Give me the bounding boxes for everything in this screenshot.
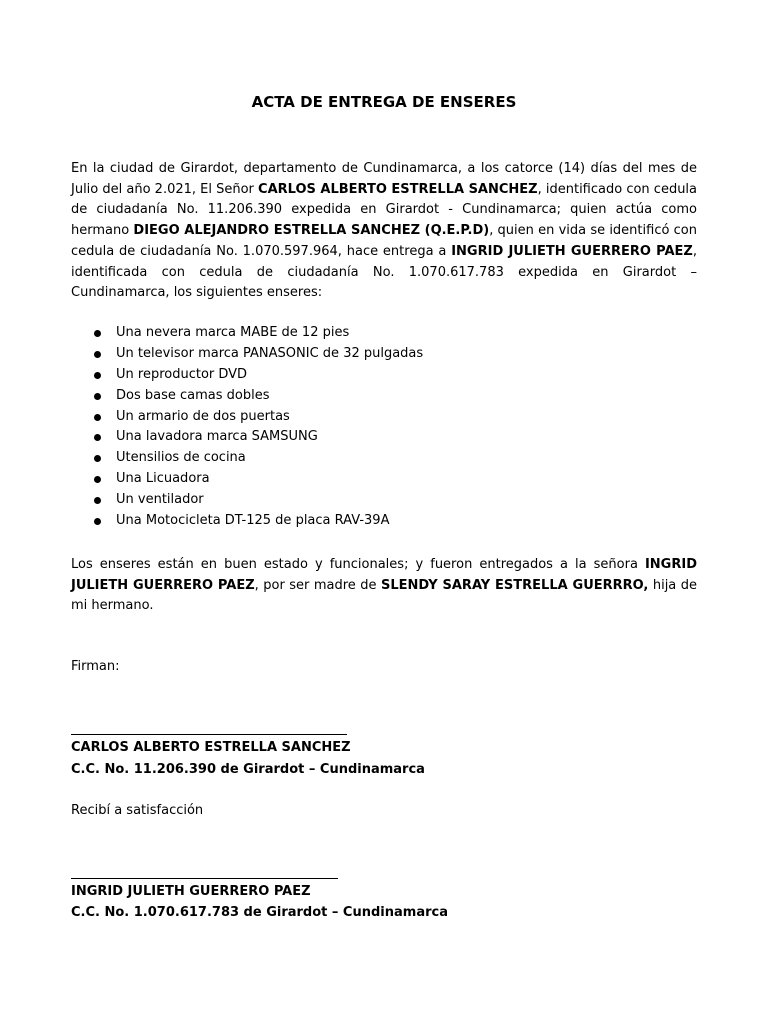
- document-title: ACTA DE ENTREGA DE ENSERES: [251, 93, 517, 111]
- list-item-label: Una Motocicleta DT-125 de placa RAV-39A: [116, 513, 390, 529]
- signer1-name: CARLOS ALBERTO ESTRELLA SANCHEZ: [71, 740, 351, 755]
- recipient-name-inline: INGRID JULIETH GUERRERO PAEZ: [451, 243, 693, 259]
- list-item: [71, 490, 671, 511]
- signature-line-2: [71, 878, 338, 879]
- intro-text-1: En la ciudad de Girardot, departamento de Cundinamarca, a los catorce (14) días del mes de Julio del año 2.021, El Señor: [71, 161, 697, 197]
- bullet-icon: [94, 497, 101, 504]
- list-item: [71, 427, 671, 448]
- bullet-icon: [94, 476, 101, 483]
- list-item: [71, 386, 671, 407]
- intro-text-3: , quien en vida se identificó con cedula de ciudadanía No. 1.070.597.964, hace entrega a: [71, 223, 697, 259]
- bullet-icon: [94, 393, 101, 400]
- deceased-name-inline: DIEGO ALEJANDRO ESTRELLA SANCHEZ (Q.E.P.D): [133, 223, 490, 239]
- received-label: Recibí a satisfacción: [71, 803, 204, 818]
- signer2-name: INGRID JULIETH GUERRERO PAEZ: [71, 884, 311, 899]
- bullet-icon: [94, 330, 101, 337]
- signature-line-1: [71, 734, 347, 735]
- list-item: [71, 407, 671, 428]
- intro-paragraph: [71, 159, 697, 304]
- list-item: [71, 511, 671, 532]
- items-list: [71, 323, 671, 532]
- list-item: [71, 469, 671, 490]
- list-item-label: Una nevera marca MABE de 12 pies: [116, 325, 350, 340]
- bullet-icon: [94, 518, 101, 525]
- closing-paragraph: [71, 555, 697, 617]
- list-item: [71, 448, 671, 469]
- intro-text-2: , identificado con cedula de ciudadanía No. 11.206.390 expedida en Girardot - Cundinamarca; quien actúa como hermano: [71, 181, 698, 239]
- list-item-label: Utensilios de cocina: [116, 450, 246, 466]
- bullet-icon: [94, 414, 101, 421]
- list-item-label: Un ventilador: [116, 492, 204, 508]
- bullet-icon: [94, 434, 101, 441]
- list-item: [71, 365, 671, 386]
- list-item-label: Una Licuadora: [116, 471, 210, 487]
- firman-label: Firman:: [71, 659, 120, 674]
- list-item: [71, 344, 671, 365]
- list-item: [71, 323, 671, 344]
- signer2-id: C.C. No. 1.070.617.783 de Girardot – Cundinamarca: [71, 905, 448, 920]
- bullet-icon: [94, 351, 101, 358]
- list-item-label: Un armario de dos puertas: [116, 408, 290, 424]
- daughter-name-inline: SLENDY SARAY ESTRELLA GUERRRO,: [380, 577, 649, 593]
- list-item-label: Un televisor marca PANASONIC de 32 pulgadas: [116, 345, 424, 361]
- list-item-label: Una lavadora marca SAMSUNG: [116, 429, 318, 445]
- signer1-id: C.C. No. 11.206.390 de Girardot – Cundinamarca: [71, 762, 425, 777]
- closing-text-1: Los enseres están en buen estado y funcionales; y fueron entregados a la señora: [71, 557, 645, 572]
- list-item-label: Dos base camas dobles: [116, 387, 270, 403]
- intro-text-4: , identificada con cedula de ciudadanía No. 1.070.617.783 expedida en Girardot – Cundinamarca, los siguientes enseres:: [71, 243, 697, 301]
- bullet-icon: [94, 455, 101, 462]
- recipient-name-inline: INGRID JULIETH GUERRERO PAEZ: [71, 557, 697, 593]
- signer1-name-inline: CARLOS ALBERTO ESTRELLA SANCHEZ: [258, 181, 538, 197]
- list-item-label: Un reproductor DVD: [116, 366, 248, 382]
- bullet-icon: [94, 372, 101, 379]
- closing-text-2: , por ser madre de: [254, 577, 381, 593]
- closing-text-3: hija de mi hermano.: [71, 577, 697, 614]
